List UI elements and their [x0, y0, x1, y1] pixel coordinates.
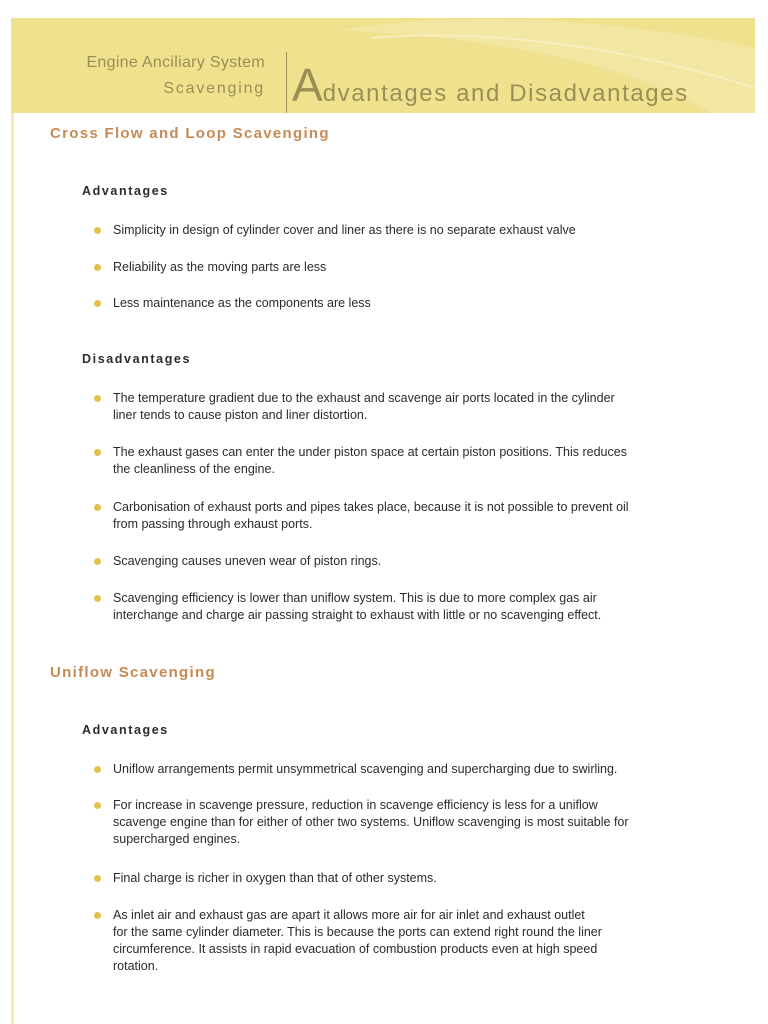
bullet-icon — [94, 766, 101, 773]
list-item-text — [113, 499, 725, 533]
list-item-line: Scavenging causes uneven wear of piston rings. — [113, 554, 382, 568]
list-item-line: Final charge is richer in oxygen than that of other systems. — [113, 871, 437, 885]
section-title: Cross Flow and Loop Scavenging — [50, 125, 330, 142]
list-item-text — [113, 259, 725, 276]
header-subsystem-name: Scavenging — [163, 80, 265, 97]
list-item-line: Uniflow arrangements permit unsymmetrical scavenging and supercharging due to swirling. — [113, 762, 618, 776]
bullet-icon — [94, 300, 101, 307]
list-item-line: Carbonisation of exhaust ports and pipes takes place, because it is not possible to prevent oil — [113, 500, 629, 514]
page-title-initial: A — [292, 59, 323, 111]
page-title-rest: dvantages and Disadvantages — [322, 80, 689, 107]
list-item-line: Scavenging efficiency is lower than uniflow system. This is due to more complex gas air — [113, 591, 597, 605]
list-item-line: Reliability as the moving parts are less — [113, 260, 327, 274]
list-item-text — [113, 907, 725, 975]
list-item-line: for the same cylinder diameter. This is because the ports can extend right round the liner — [113, 925, 602, 939]
advantages-heading: Advantages — [82, 184, 169, 198]
list-item-line: scavenge engine than for either of other two systems. Uniflow scavenging is most suitable for — [113, 815, 629, 829]
page-title — [292, 59, 689, 111]
advantages-heading: Advantages — [82, 723, 169, 737]
list-item-text — [113, 222, 725, 239]
bullet-icon — [94, 875, 101, 882]
list-item-line: The exhaust gases can enter the under piston space at certain piston positions. This reduces — [113, 445, 627, 459]
list-item-line: Less maintenance as the components are less — [113, 296, 371, 310]
list-item-line: As inlet air and exhaust gas are apart it allows more air for air inlet and exhaust outlet — [113, 908, 585, 922]
bullet-icon — [94, 595, 101, 602]
list-item-line: liner tends to cause piston and liner distortion. — [113, 408, 368, 422]
list-item-line: supercharged engines. — [113, 832, 241, 846]
left-margin-rule — [11, 18, 14, 1024]
section-title: Uniflow Scavenging — [50, 664, 216, 681]
list-item-text — [113, 590, 725, 624]
header-system-name: Engine Anciliary System — [86, 54, 265, 71]
list-item-text — [113, 870, 725, 887]
list-item-text — [113, 553, 725, 570]
header-divider — [286, 52, 287, 113]
list-item-line: rotation. — [113, 959, 159, 973]
bullet-icon — [94, 912, 101, 919]
list-item-line: from passing through exhaust ports. — [113, 517, 313, 531]
bullet-icon — [94, 504, 101, 511]
list-item-line: interchange and charge air passing straight to exhaust with little or no scavenging effect. — [113, 608, 602, 622]
bullet-icon — [94, 449, 101, 456]
list-item-line: the cleanliness of the engine. — [113, 462, 275, 476]
list-item-text — [113, 761, 725, 778]
list-item-text — [113, 390, 725, 424]
list-item-line: For increase in scavenge pressure, reduction in scavenge efficiency is less for a uniflow — [113, 798, 598, 812]
list-item-line: circumference. It assists in rapid evacuation of combustion products even at high speed — [113, 942, 598, 956]
bullet-icon — [94, 802, 101, 809]
list-item-text — [113, 797, 725, 848]
disadvantages-heading: Disadvantages — [82, 352, 192, 366]
bullet-icon — [94, 264, 101, 271]
bullet-icon — [94, 395, 101, 402]
list-item-text — [113, 295, 725, 312]
page-header — [11, 18, 755, 113]
bullet-icon — [94, 227, 101, 234]
list-item-line: Simplicity in design of cylinder cover and liner as there is no separate exhaust valve — [113, 223, 576, 237]
list-item-text — [113, 444, 725, 478]
bullet-icon — [94, 558, 101, 565]
list-item-line: The temperature gradient due to the exhaust and scavenge air ports located in the cylinder — [113, 391, 615, 405]
